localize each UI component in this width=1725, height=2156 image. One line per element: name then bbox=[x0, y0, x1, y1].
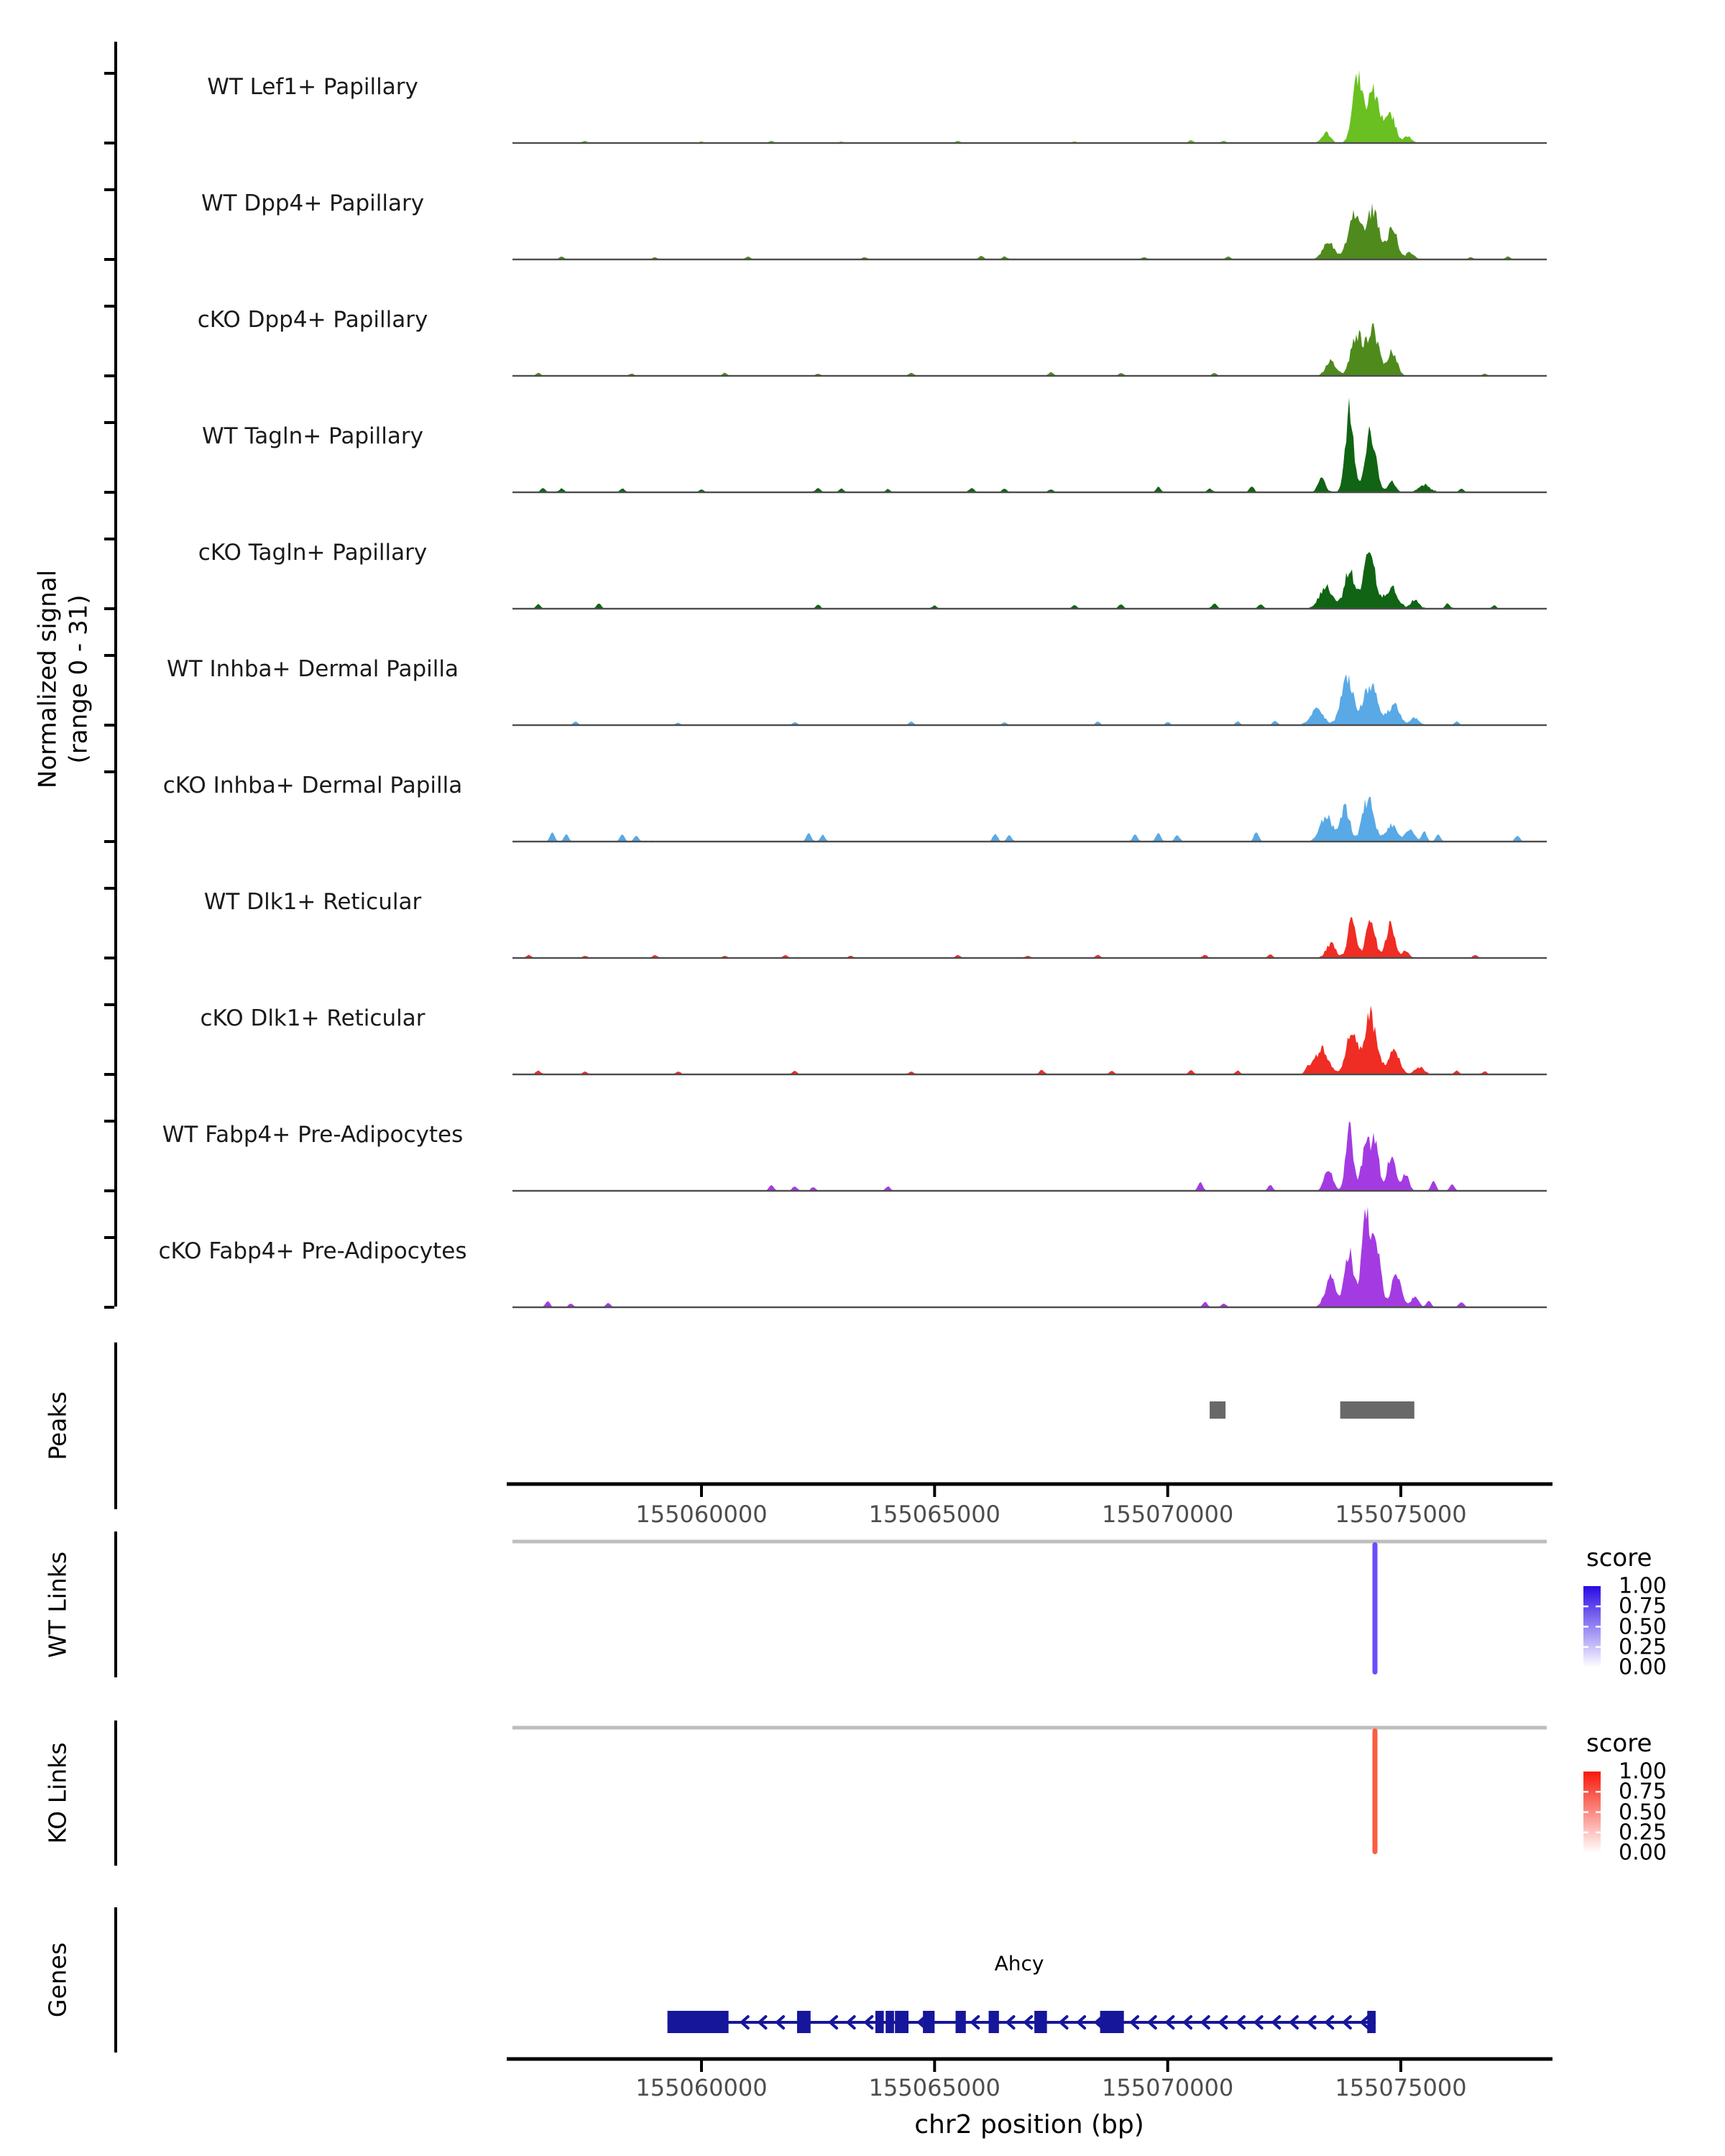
gene-exon-0 bbox=[668, 2011, 729, 2033]
wt-links-legend-bar-tick bbox=[1583, 1646, 1588, 1648]
signal-y-axis-tick bbox=[104, 607, 114, 610]
ko-links-legend-tick-label-2: 0.50 bbox=[1619, 1800, 1667, 1825]
signal-area-track-7 bbox=[512, 917, 1547, 958]
wt-links-legend-tick-label-4: 0.00 bbox=[1619, 1654, 1667, 1680]
track-baseline bbox=[512, 492, 1547, 493]
ko-links-legend-bar-tick bbox=[1596, 1811, 1601, 1812]
peaks-axis-line bbox=[507, 1483, 1552, 1486]
gene-exon-4 bbox=[895, 2011, 908, 2033]
gene-exon-3 bbox=[886, 2011, 894, 2033]
wt-links-legend-bar-tick bbox=[1596, 1606, 1601, 1607]
track-label-0: WT Lef1+ Papillary bbox=[207, 74, 418, 100]
peak-interval-1 bbox=[1340, 1401, 1414, 1419]
track-baseline bbox=[512, 1307, 1547, 1308]
gene-exon-1 bbox=[797, 2011, 811, 2033]
track-baseline bbox=[512, 841, 1547, 842]
track-label-7: WT Dlk1+ Reticular bbox=[203, 889, 422, 915]
genes-section-label: Genes bbox=[43, 1942, 72, 2018]
track-label-5: WT Inhba+ Dermal Papilla bbox=[167, 656, 459, 682]
track-label-8: cKO Dlk1+ Reticular bbox=[200, 1005, 426, 1031]
ko-links-legend-bar-tick bbox=[1583, 1791, 1588, 1792]
wt-links-section-label: WT Links bbox=[43, 1551, 72, 1659]
signal-area-track-5 bbox=[512, 674, 1547, 725]
signal-area-track-4 bbox=[512, 552, 1547, 609]
track-label-2: cKO Dpp4+ Papillary bbox=[197, 307, 428, 333]
peaks-tick-label-1: 155065000 bbox=[868, 1501, 1000, 1528]
genome-tick-label-2: 155070000 bbox=[1102, 2074, 1234, 2101]
ko-links-legend-bar-tick bbox=[1596, 1832, 1601, 1833]
ko-links-legend-tick-label-1: 0.75 bbox=[1619, 1779, 1667, 1805]
x-axis-label: chr2 position (bp) bbox=[914, 2110, 1144, 2139]
gene-exon-7 bbox=[989, 2011, 999, 2033]
signal-area-track-0 bbox=[512, 70, 1547, 143]
signal-y-axis-tick bbox=[104, 258, 114, 261]
genome-tick-label-0: 155060000 bbox=[635, 2074, 768, 2101]
signal-y-axis-tick bbox=[104, 491, 114, 494]
track-baseline bbox=[512, 375, 1547, 377]
genome-axis-tick bbox=[1399, 2059, 1402, 2072]
wt-links-legend-bar-tick bbox=[1583, 1606, 1588, 1607]
wt-links-legend-bar-tick bbox=[1583, 1626, 1588, 1627]
signal-y-axis-tick bbox=[104, 724, 114, 727]
track-baseline bbox=[512, 259, 1547, 260]
peaks-tick-label-0: 155060000 bbox=[635, 1501, 768, 1528]
wt-links-baseline bbox=[512, 1540, 1547, 1544]
ko-links-legend-tick-label-0: 1.00 bbox=[1619, 1759, 1667, 1784]
wt-links-legend-tick-label-0: 1.00 bbox=[1619, 1573, 1667, 1599]
track-label-1: WT Dpp4+ Papillary bbox=[201, 190, 425, 216]
signal-area-track-3 bbox=[512, 397, 1547, 492]
gene-exon-2 bbox=[875, 2011, 884, 2033]
peaks-axis-tick bbox=[1399, 1484, 1402, 1497]
wt-links-bracket bbox=[114, 1531, 117, 1677]
track-baseline bbox=[512, 608, 1547, 609]
track-label-3: WT Tagln+ Papillary bbox=[202, 423, 423, 449]
track-label-9: WT Fabp4+ Pre-Adipocytes bbox=[162, 1122, 464, 1148]
ko-links-legend-bar-tick bbox=[1596, 1791, 1601, 1792]
peaks-axis-tick bbox=[1167, 1484, 1169, 1497]
signal-area-track-6 bbox=[512, 797, 1547, 842]
wt-score-legend-title: score bbox=[1586, 1544, 1652, 1572]
genome-axis-tick bbox=[933, 2059, 936, 2072]
signal-y-axis-tick bbox=[104, 1073, 114, 1076]
genome-tick-label-1: 155065000 bbox=[868, 2074, 1000, 2101]
genome-tick-label-3: 155075000 bbox=[1335, 2074, 1467, 2101]
signal-area-track-8 bbox=[512, 1005, 1547, 1074]
gene-exon-10 bbox=[1367, 2011, 1376, 2033]
ko-score-legend-title: score bbox=[1586, 1729, 1652, 1758]
peaks-tick-label-2: 155070000 bbox=[1102, 1501, 1234, 1528]
gene-body-line bbox=[668, 2021, 1376, 2024]
signal-area-track-1 bbox=[512, 203, 1547, 259]
track-baseline bbox=[512, 957, 1547, 959]
track-label-6: cKO Inhba+ Dermal Papilla bbox=[162, 773, 463, 798]
ko-links-baseline bbox=[512, 1726, 1547, 1730]
track-baseline bbox=[512, 1074, 1547, 1075]
signal-y-axis-tick bbox=[104, 840, 114, 843]
signal-area-track-9 bbox=[512, 1121, 1547, 1191]
signal-y-axis-tick bbox=[104, 1306, 114, 1309]
wt-links-legend-tick-label-3: 0.25 bbox=[1619, 1634, 1667, 1660]
peak-interval-0 bbox=[1210, 1401, 1225, 1419]
genome-axis-tick bbox=[1167, 2059, 1169, 2072]
signal-y-axis-tick bbox=[104, 374, 114, 377]
wt-links-legend-bar-tick bbox=[1596, 1626, 1601, 1627]
track-label-10: cKO Fabp4+ Pre-Adipocytes bbox=[158, 1238, 467, 1264]
ko-links-bracket bbox=[114, 1720, 117, 1866]
genes-bracket bbox=[114, 1907, 117, 2053]
wt-links-legend-bar-tick bbox=[1596, 1646, 1601, 1648]
wt-links-link-line bbox=[1372, 1542, 1377, 1674]
signal-y-axis-tick bbox=[104, 1189, 114, 1192]
gene-exon-8 bbox=[1034, 2011, 1047, 2033]
gene-exon-5 bbox=[923, 2011, 934, 2033]
gene-name-label: Ahcy bbox=[994, 1951, 1044, 1976]
peaks-axis-tick bbox=[700, 1484, 703, 1497]
peaks-bracket bbox=[114, 1342, 117, 1509]
y-axis-label: Normalized signal (range 0 - 31) bbox=[33, 569, 93, 789]
ko-links-link-line bbox=[1372, 1728, 1377, 1854]
gene-exon-6 bbox=[955, 2011, 965, 2033]
ko-links-legend-bar-tick bbox=[1583, 1832, 1588, 1833]
ko-links-section-label: KO Links bbox=[43, 1742, 72, 1844]
ko-links-legend-tick-label-4: 0.00 bbox=[1619, 1840, 1667, 1866]
signal-y-axis-tick bbox=[104, 142, 114, 144]
genome-axis-line bbox=[507, 2058, 1552, 2061]
track-label-4: cKO Tagln+ Papillary bbox=[198, 540, 428, 566]
wt-links-legend-tick-label-2: 0.50 bbox=[1619, 1614, 1667, 1639]
track-baseline bbox=[512, 724, 1547, 726]
signal-area-track-2 bbox=[512, 323, 1547, 377]
ko-links-legend-tick-label-3: 0.25 bbox=[1619, 1820, 1667, 1846]
track-baseline bbox=[512, 142, 1547, 144]
ko-links-legend-bar-tick bbox=[1583, 1811, 1588, 1812]
signal-area-track-10 bbox=[512, 1207, 1547, 1307]
genome-axis-tick bbox=[700, 2059, 703, 2072]
gene-exon-9 bbox=[1100, 2011, 1124, 2033]
peaks-axis-tick bbox=[933, 1484, 936, 1497]
track-baseline bbox=[512, 1190, 1547, 1192]
wt-links-legend-tick-label-1: 0.75 bbox=[1619, 1593, 1667, 1619]
peaks-tick-label-3: 155075000 bbox=[1335, 1501, 1467, 1528]
peaks-section-label: Peaks bbox=[43, 1391, 72, 1460]
signal-y-axis-tick bbox=[104, 957, 114, 959]
